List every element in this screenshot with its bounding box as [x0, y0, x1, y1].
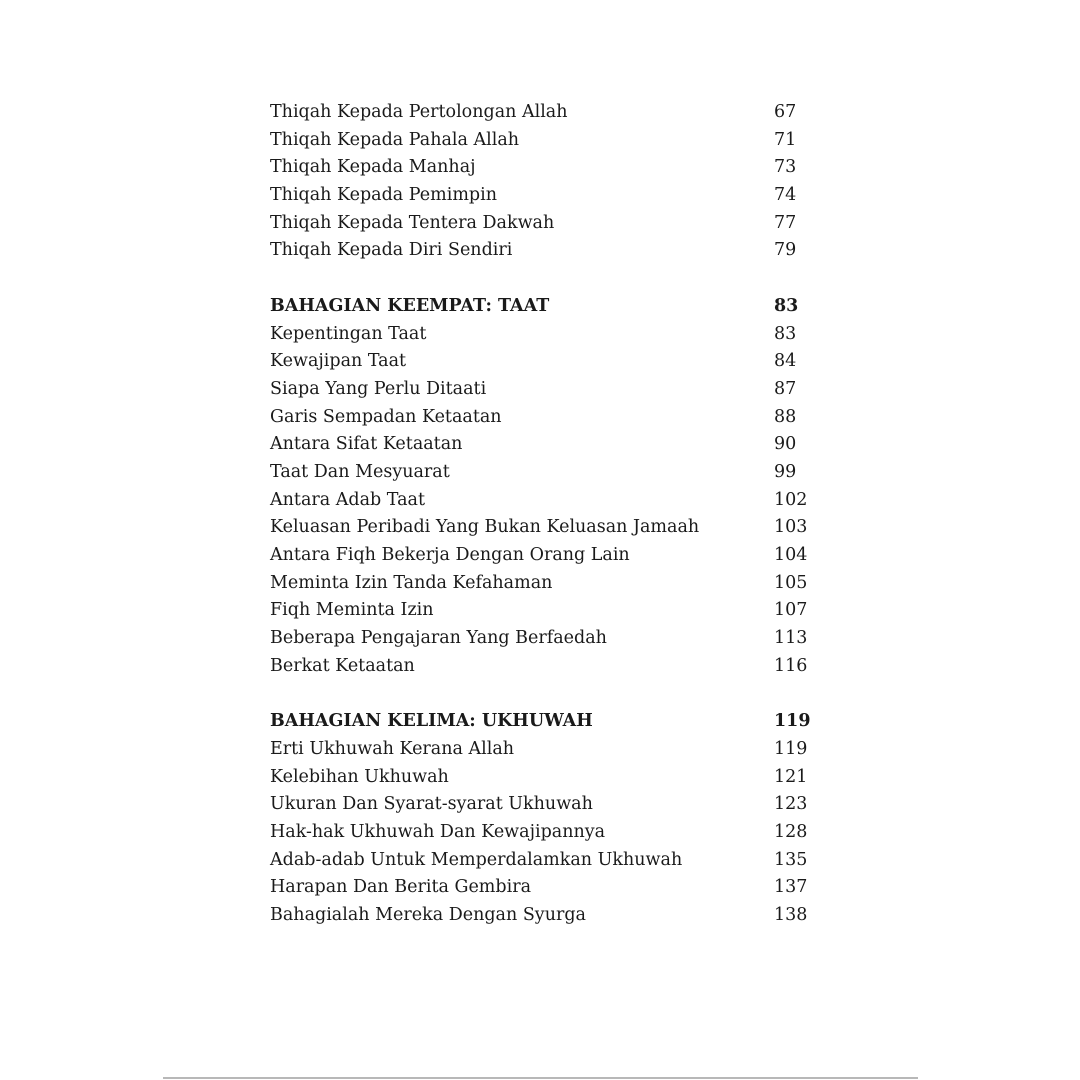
- section-spacer: [270, 680, 830, 708]
- toc-entry-title: Garis Sempadan Ketaatan: [270, 406, 502, 427]
- toc-entry-page: 87: [774, 378, 797, 399]
- toc-entry-page: 137: [774, 877, 808, 898]
- toc-entry-page: 135: [774, 849, 808, 870]
- toc-entry: [270, 819, 830, 847]
- toc-entry: [270, 237, 830, 265]
- toc-heading-page: 83: [774, 295, 799, 316]
- toc-entry: [270, 625, 830, 653]
- toc-entry-page: 71: [774, 129, 797, 150]
- toc-entry-page: 79: [774, 240, 797, 261]
- toc-entry-page: 67: [774, 102, 797, 122]
- toc-entry-title: Thiqah Kepada Tentera Dakwah: [270, 212, 555, 233]
- toc-entry: [270, 514, 830, 542]
- toc-section-heading: [270, 293, 830, 321]
- toc-entry: [270, 99, 830, 127]
- toc-entry-title: Beberapa Pengajaran Yang Berfaedah: [270, 628, 607, 649]
- toc-entry-page: 116: [774, 655, 808, 676]
- toc-entry-page: 73: [774, 157, 797, 178]
- toc-entry-title: Kelebihan Ukhuwah: [270, 766, 449, 787]
- toc-section-taat: [270, 293, 830, 681]
- toc-entry-title: Hak-hak Ukhuwah Dan Kewajipannya: [270, 821, 606, 842]
- toc-entry-title: Kewajipan Taat: [270, 351, 407, 372]
- toc-entry: [270, 764, 830, 792]
- toc-entry-page: 121: [774, 766, 808, 787]
- toc-entry-title: Antara Adab Taat: [270, 489, 425, 510]
- toc-entry: [270, 902, 830, 930]
- table-of-contents: [270, 99, 830, 930]
- toc-entry-page: 99: [774, 461, 797, 482]
- toc-entry: [270, 736, 830, 764]
- toc-entry: [270, 874, 830, 902]
- toc-entry-title: Kepentingan Taat: [270, 323, 427, 344]
- toc-entry-title: Thiqah Kepada Manhaj: [270, 157, 476, 178]
- toc-entry: [270, 597, 830, 625]
- toc-entry: [270, 791, 830, 819]
- toc-entry: [270, 570, 830, 598]
- toc-group-thiqah: [270, 99, 830, 265]
- toc-entry-page: 83: [774, 323, 797, 344]
- toc-entry-page: 105: [774, 572, 808, 593]
- toc-entry: [270, 210, 830, 238]
- toc-entry-page: 107: [774, 600, 808, 621]
- toc-entry-page: 103: [774, 517, 808, 538]
- toc-entry: [270, 127, 830, 155]
- toc-entry-title: Erti Ukhuwah Kerana Allah: [270, 738, 515, 759]
- page-bottom-rule: [163, 1077, 918, 1079]
- toc-section-ukhuwah: [270, 708, 830, 930]
- toc-entry-page: 88: [774, 406, 797, 427]
- toc-entry-title: Keluasan Peribadi Yang Bukan Keluasan Jamaah: [270, 517, 700, 538]
- toc-entry: [270, 404, 830, 432]
- toc-entry-title: Thiqah Kepada Pemimpin: [270, 185, 498, 206]
- toc-entry-title: Harapan Dan Berita Gembira: [270, 877, 531, 898]
- toc-entry-title: Meminta Izin Tanda Kefahaman: [270, 572, 553, 593]
- toc-entry-title: Adab-adab Untuk Memperdalamkan Ukhuwah: [270, 849, 683, 870]
- toc-entry: [270, 487, 830, 515]
- toc-entry: [270, 182, 830, 210]
- toc-entry-title: Fiqh Meminta Izin: [270, 600, 434, 621]
- toc-entry-page: 90: [774, 434, 797, 455]
- toc-entry-page: 123: [774, 794, 808, 815]
- toc-entry: [270, 348, 830, 376]
- toc-entry: [270, 542, 830, 570]
- toc-entry-page: 77: [774, 212, 797, 233]
- toc-entry-title: Antara Sifat Ketaatan: [270, 434, 463, 455]
- toc-entry-title: Thiqah Kepada Pahala Allah: [270, 129, 520, 150]
- toc-entry-page: 128: [774, 821, 808, 842]
- toc-heading-page: 119: [774, 711, 811, 732]
- toc-entry-title: Taat Dan Mesyuarat: [270, 461, 450, 482]
- toc-entry-page: 84: [774, 351, 797, 372]
- toc-entry-title: Ukuran Dan Syarat-syarat Ukhuwah: [270, 794, 593, 815]
- section-spacer: [270, 265, 830, 293]
- toc-entry-title: Antara Fiqh Bekerja Dengan Orang Lain: [270, 545, 630, 565]
- toc-entry-title: Thiqah Kepada Diri Sendiri: [270, 240, 513, 261]
- toc-entry: [270, 653, 830, 681]
- toc-entry-title: Berkat Ketaatan: [270, 655, 415, 676]
- toc-entry: [270, 321, 830, 349]
- toc-entry-title: Thiqah Kepada Pertolongan Allah: [270, 102, 568, 122]
- toc-entry-title: Siapa Yang Perlu Ditaati: [270, 378, 487, 399]
- toc-entry-page: 113: [774, 628, 808, 649]
- toc-section-heading: [270, 708, 830, 736]
- toc-entry: [270, 847, 830, 875]
- toc-entry: [270, 376, 830, 404]
- toc-entry: [270, 154, 830, 182]
- toc-heading-title: BAHAGIAN KEEMPAT: TAAT: [270, 295, 550, 316]
- toc-entry-page: 119: [774, 738, 808, 759]
- toc-entry-page: 74: [774, 185, 797, 206]
- toc-heading-title: BAHAGIAN KELIMA: UKHUWAH: [270, 711, 593, 732]
- toc-entry: [270, 459, 830, 487]
- toc-entry-page: 138: [774, 904, 808, 925]
- toc-entry-title: Bahagialah Mereka Dengan Syurga: [270, 904, 586, 925]
- toc-entry-page: 102: [774, 489, 808, 510]
- toc-entry-page: 104: [774, 545, 808, 565]
- toc-entry: [270, 431, 830, 459]
